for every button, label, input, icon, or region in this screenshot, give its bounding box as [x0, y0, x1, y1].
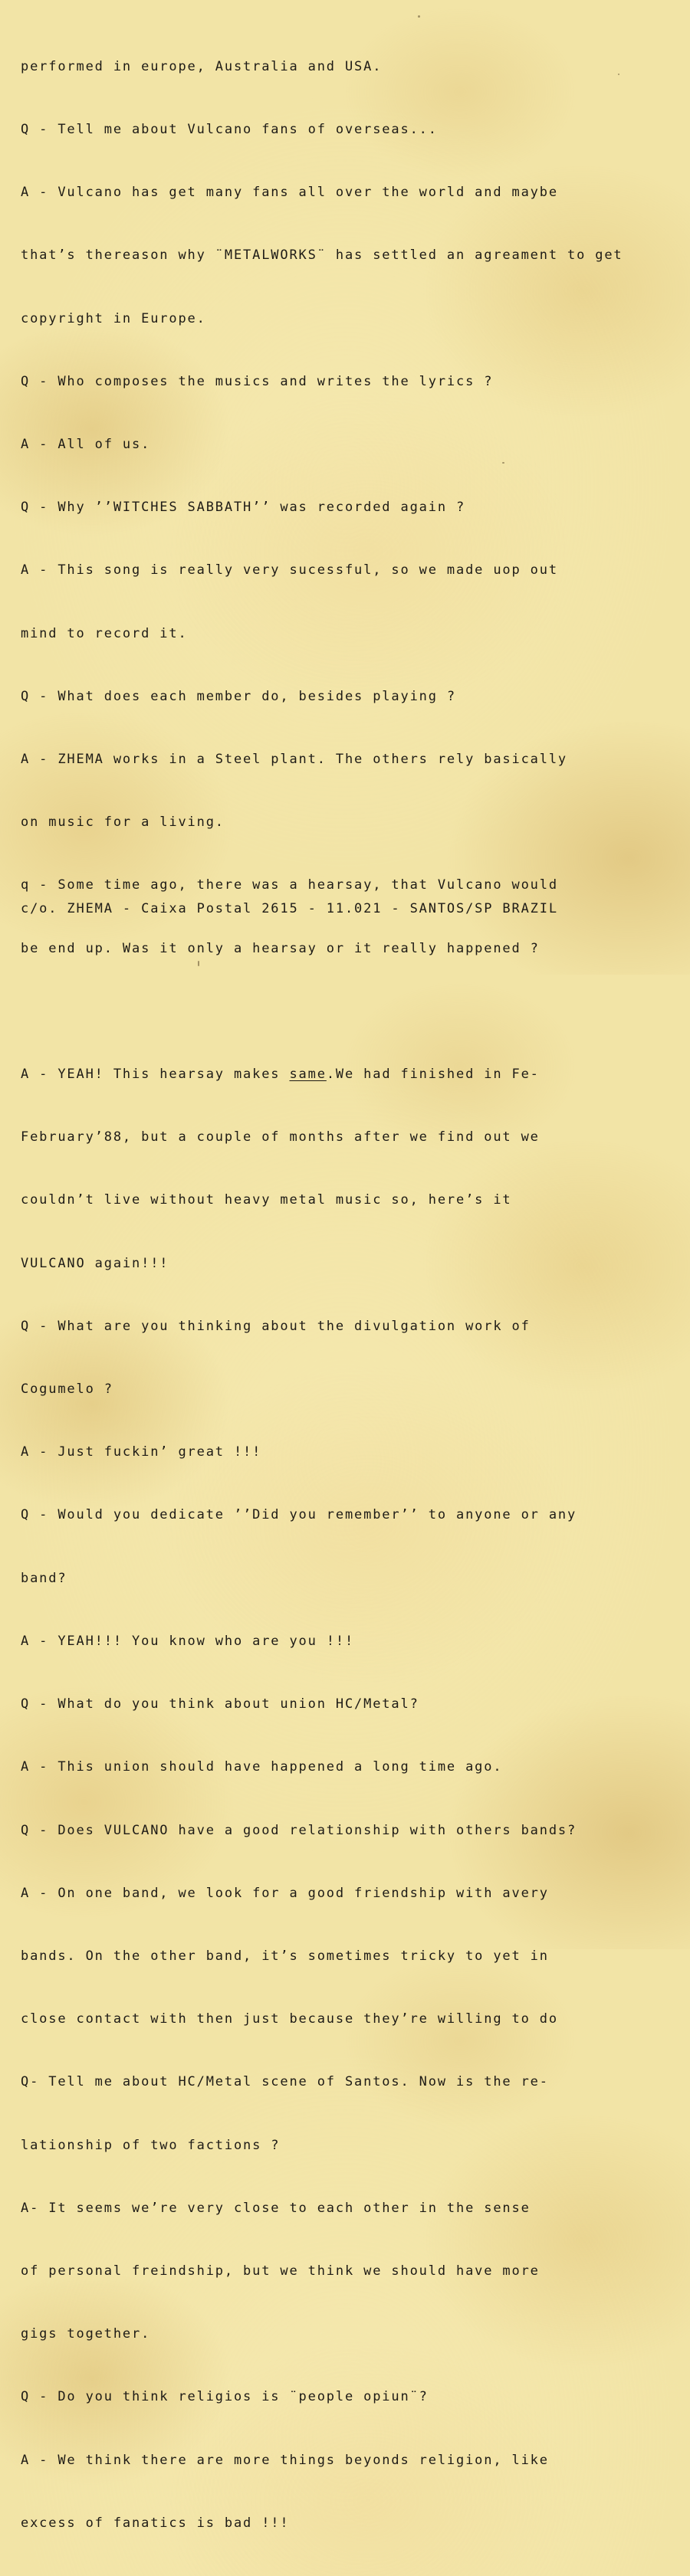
question-line: q - Some time ago, there was a hearsay, that Vulcano would: [21, 877, 558, 893]
answer-line: A - On one band, we look for a good friendship with avery: [21, 1885, 549, 1901]
question-line: Q - Who composes the musics and writes the lyrics ?: [21, 373, 494, 389]
answer-line: A - Just fuckin’ great !!!: [21, 1444, 262, 1460]
text-line: February’88, but a couple of months after we find out we: [21, 1129, 540, 1145]
blank-line: [21, 1001, 680, 1022]
answer-line: A - We think there are more things beyonds religion, like: [21, 2452, 549, 2468]
answer-line: A - YEAH!!! You know who are you !!!: [21, 1633, 355, 1649]
question-line: Q - Why ’’WITCHES SABBATH’’ was recorded again ?: [21, 500, 466, 516]
yeah-line-start: A - YEAH! This hearsay makes: [21, 1067, 290, 1083]
paper-speck: [502, 462, 504, 464]
answer-line: A - Vulcano has get many fans all over the world and maybe: [21, 185, 558, 201]
text-line: lationship of two factions ?: [21, 2137, 281, 2153]
text-line: copyright in Europe.: [21, 310, 206, 326]
contact-address: c/o. ZHEMA - Caixa Postal 2615 - 11.021 - SANTOS/SP BRAZIL: [21, 901, 558, 916]
text-line: band?: [21, 1570, 67, 1586]
question-line: Q - What does each member do, besides playing ?: [21, 688, 456, 704]
answer-line-yeah: [21, 1064, 680, 1085]
paper-speck: [418, 15, 420, 18]
text-line: Cogumelo ?: [21, 1381, 113, 1398]
interview-text: [21, 15, 680, 2576]
text-line: mind to record it.: [21, 625, 188, 641]
answer-line: A - This union should have happened a long time ago.: [21, 1759, 503, 1775]
question-line: Q - Does VULCANO have a good relationship with others bands?: [21, 1822, 577, 1838]
paper-speck: [198, 961, 199, 966]
text-line: that’s thereason why ¨METALWORKS¨ has settled an agreament to get: [21, 247, 623, 264]
question-line: Q - Tell me about Vulcano fans of overseas...: [21, 122, 438, 138]
question-line: Q- Tell me about HC/Metal scene of Santos. Now is the re-: [21, 2074, 549, 2090]
answer-line: A - All of us.: [21, 437, 151, 453]
text-line: close contact with then just because they’re willing to do: [21, 2011, 558, 2027]
question-line: Q - What do you think about union HC/Metal?: [21, 1696, 419, 1712]
answer-line: A- It seems we’re very close to each other in the sense: [21, 2200, 531, 2216]
answer-line: A - This song is really very sucessful, so we made uop out: [21, 562, 558, 578]
question-line: Q - Would you dedicate ’’Did you remember’’ to anyone or any: [21, 1507, 577, 1523]
underlined-word: same: [289, 1067, 327, 1083]
text-line: couldn’t live without heavy metal music so, here’s it: [21, 1192, 512, 1208]
text-line: bands. On the other band, it’s sometimes tricky to yet in: [21, 1948, 549, 1964]
text-line: VULCANO again!!!: [21, 1255, 169, 1271]
text-line: performed in europe, Australia and USA.: [21, 58, 383, 74]
answer-line: A - ZHEMA works in a Steel plant. The others rely basically: [21, 752, 568, 768]
text-line: gigs together.: [21, 2326, 151, 2342]
yeah-line-end: .We had finished in Fe-: [326, 1067, 540, 1083]
question-line: Q - Do you think religios is ¨people opiun¨?: [21, 2389, 429, 2405]
text-line: be end up. Was it only a hearsay or it really happened ?: [21, 940, 540, 956]
question-line: Q - What are you thinking about the divulgation work of: [21, 1318, 531, 1334]
paper-speck: [618, 74, 619, 75]
text-line: on music for a living.: [21, 814, 225, 831]
text-line: excess of fanatics is bad !!!: [21, 2515, 290, 2531]
text-line: of personal freindship, but we think we should have more: [21, 2263, 540, 2279]
